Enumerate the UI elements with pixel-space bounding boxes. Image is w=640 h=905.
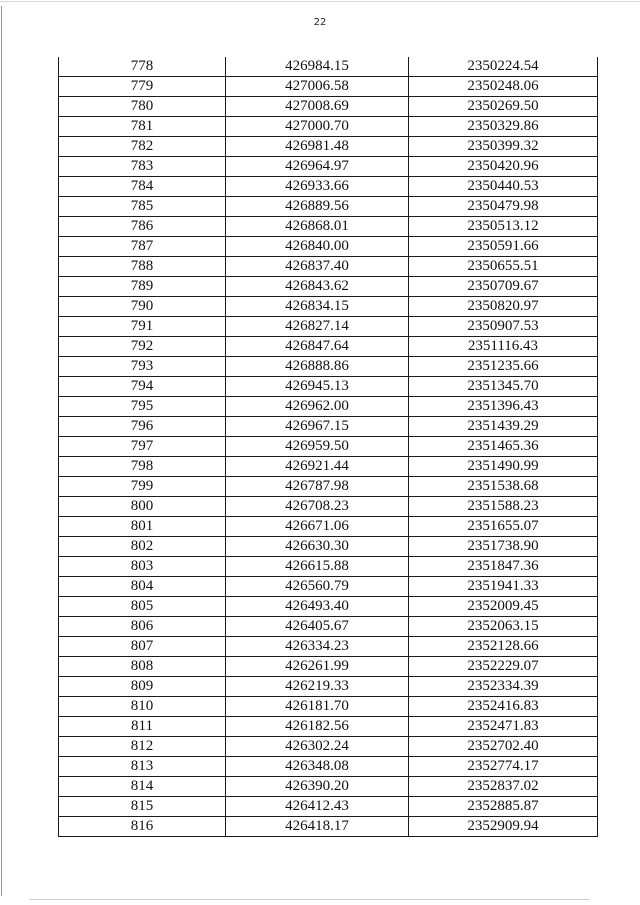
y-coordinate-cell: 2350420.96 (409, 157, 598, 177)
x-coordinate-cell: 426945.13 (226, 377, 409, 397)
table-row (59, 517, 598, 537)
x-coordinate-cell: 426962.00 (226, 397, 409, 417)
point-number-cell: 801 (59, 517, 226, 537)
x-coordinate-cell: 426412.43 (226, 797, 409, 817)
y-coordinate-cell: 2352128.66 (409, 637, 598, 657)
table-row (59, 537, 598, 557)
table-row (59, 617, 598, 637)
x-coordinate-cell: 426615.88 (226, 557, 409, 577)
y-coordinate-cell: 2350440.53 (409, 177, 598, 197)
point-number-cell: 810 (59, 697, 226, 717)
y-coordinate-cell: 2351345.70 (409, 377, 598, 397)
coordinates-table (58, 57, 598, 837)
point-number-cell: 780 (59, 97, 226, 117)
x-coordinate-cell: 427000.70 (226, 117, 409, 137)
y-coordinate-cell: 2352774.17 (409, 757, 598, 777)
table-row (59, 417, 598, 437)
point-number-cell: 798 (59, 457, 226, 477)
table-row (59, 77, 598, 97)
y-coordinate-cell: 2351235.66 (409, 357, 598, 377)
y-coordinate-cell: 2351439.29 (409, 417, 598, 437)
point-number-cell: 781 (59, 117, 226, 137)
x-coordinate-cell: 426219.33 (226, 677, 409, 697)
table-row (59, 757, 598, 777)
point-number-cell: 784 (59, 177, 226, 197)
y-coordinate-cell: 2350820.97 (409, 297, 598, 317)
x-coordinate-cell: 426630.30 (226, 537, 409, 557)
point-number-cell: 790 (59, 297, 226, 317)
y-coordinate-cell: 2352334.39 (409, 677, 598, 697)
x-coordinate-cell: 426967.15 (226, 417, 409, 437)
table-row (59, 477, 598, 497)
point-number-cell: 788 (59, 257, 226, 277)
y-coordinate-cell: 2351538.68 (409, 477, 598, 497)
y-coordinate-cell: 2352471.83 (409, 717, 598, 737)
table-row (59, 437, 598, 457)
x-coordinate-cell: 426348.08 (226, 757, 409, 777)
point-number-cell: 779 (59, 77, 226, 97)
x-coordinate-cell: 426560.79 (226, 577, 409, 597)
page-number: 22 (313, 17, 327, 28)
x-coordinate-cell: 426868.01 (226, 217, 409, 237)
table-row (59, 177, 598, 197)
x-coordinate-cell: 427008.69 (226, 97, 409, 117)
y-coordinate-cell: 2351465.36 (409, 437, 598, 457)
y-coordinate-cell: 2351941.33 (409, 577, 598, 597)
y-coordinate-cell: 2351116.43 (409, 337, 598, 357)
page-left-edge (1, 6, 2, 896)
point-number-cell: 799 (59, 477, 226, 497)
point-number-cell: 815 (59, 797, 226, 817)
point-number-cell: 794 (59, 377, 226, 397)
y-coordinate-cell: 2350907.53 (409, 317, 598, 337)
x-coordinate-cell: 426921.44 (226, 457, 409, 477)
table-row (59, 557, 598, 577)
x-coordinate-cell: 426981.48 (226, 137, 409, 157)
point-number-cell: 778 (59, 57, 226, 77)
x-coordinate-cell: 426959.50 (226, 437, 409, 457)
point-number-cell: 814 (59, 777, 226, 797)
point-number-cell: 787 (59, 237, 226, 257)
x-coordinate-cell: 427006.58 (226, 77, 409, 97)
table-row (59, 57, 598, 77)
table-row (59, 817, 598, 837)
point-number-cell: 811 (59, 717, 226, 737)
x-coordinate-cell: 426933.66 (226, 177, 409, 197)
table-row (59, 137, 598, 157)
table-row (59, 217, 598, 237)
y-coordinate-cell: 2350513.12 (409, 217, 598, 237)
table-row (59, 697, 598, 717)
x-coordinate-cell: 426888.86 (226, 357, 409, 377)
point-number-cell: 786 (59, 217, 226, 237)
table-row (59, 277, 598, 297)
coordinates-table-body (59, 57, 598, 837)
y-coordinate-cell: 2351847.36 (409, 557, 598, 577)
x-coordinate-cell: 426827.14 (226, 317, 409, 337)
point-number-cell: 804 (59, 577, 226, 597)
point-number-cell: 795 (59, 397, 226, 417)
y-coordinate-cell: 2352885.87 (409, 797, 598, 817)
x-coordinate-cell: 426889.56 (226, 197, 409, 217)
point-number-cell: 800 (59, 497, 226, 517)
table-row (59, 377, 598, 397)
x-coordinate-cell: 426837.40 (226, 257, 409, 277)
y-coordinate-cell: 2350655.51 (409, 257, 598, 277)
y-coordinate-cell: 2351490.99 (409, 457, 598, 477)
x-coordinate-cell: 426261.99 (226, 657, 409, 677)
table-row (59, 297, 598, 317)
x-coordinate-cell: 426302.24 (226, 737, 409, 757)
y-coordinate-cell: 2350591.66 (409, 237, 598, 257)
table-row (59, 157, 598, 177)
point-number-cell: 783 (59, 157, 226, 177)
point-number-cell: 812 (59, 737, 226, 757)
point-number-cell: 796 (59, 417, 226, 437)
table-row (59, 777, 598, 797)
y-coordinate-cell: 2350224.54 (409, 57, 598, 77)
point-number-cell: 791 (59, 317, 226, 337)
table-row (59, 237, 598, 257)
x-coordinate-cell: 426390.20 (226, 777, 409, 797)
x-coordinate-cell: 426708.23 (226, 497, 409, 517)
y-coordinate-cell: 2350269.50 (409, 97, 598, 117)
y-coordinate-cell: 2352229.07 (409, 657, 598, 677)
table-row (59, 357, 598, 377)
x-coordinate-cell: 426843.62 (226, 277, 409, 297)
y-coordinate-cell: 2351396.43 (409, 397, 598, 417)
table-row (59, 97, 598, 117)
point-number-cell: 803 (59, 557, 226, 577)
point-number-cell: 805 (59, 597, 226, 617)
y-coordinate-cell: 2351738.90 (409, 537, 598, 557)
point-number-cell: 807 (59, 637, 226, 657)
x-coordinate-cell: 426493.40 (226, 597, 409, 617)
point-number-cell: 806 (59, 617, 226, 637)
point-number-cell: 813 (59, 757, 226, 777)
x-coordinate-cell: 426964.97 (226, 157, 409, 177)
table-row (59, 457, 598, 477)
y-coordinate-cell: 2352416.83 (409, 697, 598, 717)
y-coordinate-cell: 2350248.06 (409, 77, 598, 97)
point-number-cell: 782 (59, 137, 226, 157)
x-coordinate-cell: 426181.70 (226, 697, 409, 717)
x-coordinate-cell: 426182.56 (226, 717, 409, 737)
x-coordinate-cell: 426847.64 (226, 337, 409, 357)
x-coordinate-cell: 426418.17 (226, 817, 409, 837)
point-number-cell: 785 (59, 197, 226, 217)
y-coordinate-cell: 2352909.94 (409, 817, 598, 837)
table-row (59, 637, 598, 657)
y-coordinate-cell: 2350709.67 (409, 277, 598, 297)
table-row (59, 737, 598, 757)
table-row (59, 497, 598, 517)
y-coordinate-cell: 2352702.40 (409, 737, 598, 757)
point-number-cell: 792 (59, 337, 226, 357)
y-coordinate-cell: 2352063.15 (409, 617, 598, 637)
x-coordinate-cell: 426405.67 (226, 617, 409, 637)
y-coordinate-cell: 2351655.07 (409, 517, 598, 537)
table-row (59, 717, 598, 737)
point-number-cell: 793 (59, 357, 226, 377)
y-coordinate-cell: 2350329.86 (409, 117, 598, 137)
y-coordinate-cell: 2351588.23 (409, 497, 598, 517)
table-row (59, 117, 598, 137)
table-row (59, 677, 598, 697)
table-row (59, 397, 598, 417)
table-row (59, 317, 598, 337)
table-row (59, 597, 598, 617)
y-coordinate-cell: 2352837.02 (409, 777, 598, 797)
y-coordinate-cell: 2350399.32 (409, 137, 598, 157)
x-coordinate-cell: 426671.06 (226, 517, 409, 537)
page-top-edge (0, 1, 640, 2)
x-coordinate-cell: 426984.15 (226, 57, 409, 77)
table-row (59, 797, 598, 817)
point-number-cell: 809 (59, 677, 226, 697)
x-coordinate-cell: 426840.00 (226, 237, 409, 257)
y-coordinate-cell: 2352009.45 (409, 597, 598, 617)
point-number-cell: 797 (59, 437, 226, 457)
point-number-cell: 802 (59, 537, 226, 557)
x-coordinate-cell: 426787.98 (226, 477, 409, 497)
table-row (59, 577, 598, 597)
table-row (59, 257, 598, 277)
point-number-cell: 816 (59, 817, 226, 837)
point-number-cell: 808 (59, 657, 226, 677)
table-row (59, 197, 598, 217)
x-coordinate-cell: 426834.15 (226, 297, 409, 317)
page-bottom-edge (30, 899, 590, 900)
table-row (59, 337, 598, 357)
y-coordinate-cell: 2350479.98 (409, 197, 598, 217)
table-row (59, 657, 598, 677)
x-coordinate-cell: 426334.23 (226, 637, 409, 657)
point-number-cell: 789 (59, 277, 226, 297)
